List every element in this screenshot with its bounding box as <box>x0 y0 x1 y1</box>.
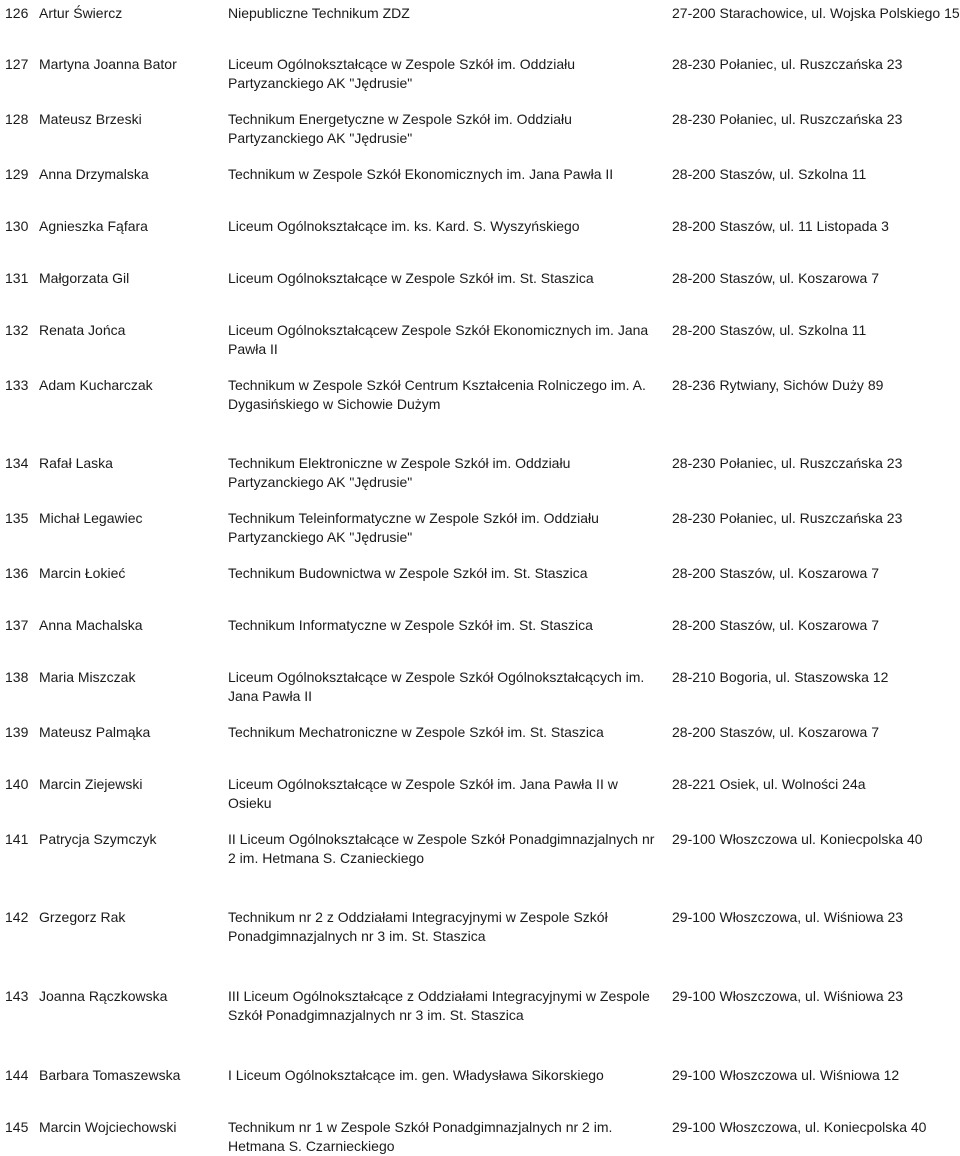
person-name: Artur Świercz <box>39 5 123 21</box>
row-number: 144 <box>5 1067 29 1083</box>
school-line: Technikum nr 1 w Zespole Szkół Ponadgimnazjalnych nr 2 im. <box>228 1119 613 1135</box>
school-line: Liceum Ogólnokształcące w Zespole Szkół im. Jana Pawła II w <box>228 776 618 792</box>
school-line: Technikum Energetyczne w Zespole Szkół im. Oddziału <box>228 111 572 127</box>
school-name <box>228 509 668 547</box>
school-name <box>228 454 668 492</box>
school-address: 29-100 Włoszczowa, ul. Koniecpolska 40 <box>672 1119 927 1135</box>
school-line: Technikum Informatyczne w Zespole Szkół im. St. Staszica <box>228 617 593 633</box>
school-line: Pawła II <box>228 341 278 357</box>
person-name: Małgorzata Gil <box>39 270 130 286</box>
school-name <box>228 564 668 583</box>
row-number: 132 <box>5 322 29 338</box>
row-number: 127 <box>5 56 29 72</box>
school-address: 29-100 Włoszczowa ul. Koniecpolska 40 <box>672 831 923 847</box>
school-line: III Liceum Ogólnokształcące z Oddziałami Integracyjnymi w Zespole <box>228 988 650 1004</box>
person-name: Marcin Ziejewski <box>39 776 143 792</box>
person-name: Maria Miszczak <box>39 669 136 685</box>
row-number: 143 <box>5 988 29 1004</box>
school-name <box>228 110 668 148</box>
person-name: Barbara Tomaszewska <box>39 1067 181 1083</box>
school-address: 28-200 Staszów, ul. Koszarowa 7 <box>672 724 880 740</box>
school-name <box>228 616 668 635</box>
school-address: 28-200 Staszów, ul. Szkolna 11 <box>672 322 867 338</box>
person-name: Mateusz Palmąka <box>39 724 151 740</box>
row-number: 133 <box>5 377 29 393</box>
school-name <box>228 4 668 23</box>
school-name <box>228 165 668 184</box>
school-name <box>228 908 668 946</box>
school-line: Osieku <box>228 795 272 811</box>
school-line: II Liceum Ogólnokształcące w Zespole Szkół Ponadgimnazjalnych nr <box>228 831 655 847</box>
person-name: Rafał Laska <box>39 455 113 471</box>
school-address: 28-200 Staszów, ul. 11 Listopada 3 <box>672 218 889 234</box>
school-name <box>228 775 668 813</box>
school-line: Technikum Budownictwa w Zespole Szkół im. St. Staszica <box>228 565 588 581</box>
school-line: Liceum Ogólnokształcącew Zespole Szkół Ekonomicznych im. Jana <box>228 322 649 338</box>
school-line: Technikum Elektroniczne w Zespole Szkół im. Oddziału <box>228 455 571 471</box>
school-line: Jana Pawła II <box>228 688 313 704</box>
school-address: 28-230 Połaniec, ul. Ruszczańska 23 <box>672 510 903 526</box>
row-number: 137 <box>5 617 29 633</box>
row-number: 142 <box>5 909 29 925</box>
school-address: 27-200 Starachowice, ul. Wojska Polskiego 15 <box>672 5 960 21</box>
person-name: Marcin Wojciechowski <box>39 1119 177 1135</box>
row-number: 128 <box>5 111 29 127</box>
school-line: Liceum Ogólnokształcące w Zespole Szkół Ogólnokształcących im. <box>228 669 645 685</box>
school-address: 28-200 Staszów, ul. Koszarowa 7 <box>672 270 880 286</box>
person-name: Mateusz Brzeski <box>39 111 142 127</box>
school-address: 28-230 Połaniec, ul. Ruszczańska 23 <box>672 56 903 72</box>
school-line: I Liceum Ogólnokształcące im. gen. Władysława Sikorskiego <box>228 1067 604 1083</box>
row-number: 131 <box>5 270 29 286</box>
school-line: Hetmana S. Czarnieckiego <box>228 1138 395 1154</box>
school-name <box>228 830 668 868</box>
row-number: 140 <box>5 776 29 792</box>
person-name: Anna Drzymalska <box>39 166 149 182</box>
school-address: 28-221 Osiek, ul. Wolności 24a <box>672 776 866 792</box>
school-name <box>228 723 668 742</box>
school-line: Liceum Ogólnokształcące im. ks. Kard. S. Wyszyńskiego <box>228 218 580 234</box>
school-name <box>228 217 668 236</box>
row-number: 126 <box>5 5 29 21</box>
school-address: 28-230 Połaniec, ul. Ruszczańska 23 <box>672 111 903 127</box>
school-line: Szkół Ponadgimnazjalnych nr 3 im. St. Staszica <box>228 1007 524 1023</box>
school-line: Technikum w Zespole Szkół Ekonomicznych im. Jana Pawła II <box>228 166 614 182</box>
school-address: 29-100 Włoszczowa ul. Wiśniowa 12 <box>672 1067 900 1083</box>
school-line: Dygasińskiego w Sichowie Dużym <box>228 396 441 412</box>
school-name <box>228 987 668 1025</box>
person-name: Anna Machalska <box>39 617 143 633</box>
school-address: 28-210 Bogoria, ul. Staszowska 12 <box>672 669 889 685</box>
school-address: 29-100 Włoszczowa, ul. Wiśniowa 23 <box>672 909 904 925</box>
school-name <box>228 321 668 359</box>
school-line: Technikum nr 2 z Oddziałami Integracyjnymi w Zespole Szkół <box>228 909 608 925</box>
row-number: 141 <box>5 831 29 847</box>
school-line: Partyzanckiego AK "Jędrusie" <box>228 529 413 545</box>
person-name: Michał Legawiec <box>39 510 143 526</box>
school-name <box>228 55 668 93</box>
row-number: 136 <box>5 565 29 581</box>
school-line: Liceum Ogólnokształcące w Zespole Szkół im. Oddziału <box>228 56 576 72</box>
school-line: Technikum w Zespole Szkół Centrum Kształcenia Rolniczego im. A. <box>228 377 646 393</box>
person-name: Agnieszka Fąfara <box>39 218 148 234</box>
row-number: 145 <box>5 1119 29 1135</box>
school-address: 28-200 Staszów, ul. Szkolna 11 <box>672 166 867 182</box>
school-line: Partyzanckiego AK "Jędrusie" <box>228 474 413 490</box>
school-name <box>228 376 668 414</box>
school-address: 29-100 Włoszczowa, ul. Wiśniowa 23 <box>672 988 904 1004</box>
school-line: Niepubliczne Technikum ZDZ <box>228 5 410 21</box>
row-number: 129 <box>5 166 29 182</box>
school-line: Technikum Mechatroniczne w Zespole Szkół im. St. Staszica <box>228 724 604 740</box>
school-line: Liceum Ogólnokształcące w Zespole Szkół im. St. Staszica <box>228 270 594 286</box>
school-address: 28-236 Rytwiany, Sichów Duży 89 <box>672 377 884 393</box>
person-name: Martyna Joanna Bator <box>39 56 177 72</box>
school-line: Partyzanckiego AK "Jędrusie" <box>228 130 413 146</box>
row-number: 135 <box>5 510 29 526</box>
person-name: Renata Jońca <box>39 322 126 338</box>
school-address: 28-200 Staszów, ul. Koszarowa 7 <box>672 565 880 581</box>
row-number: 130 <box>5 218 29 234</box>
person-name: Grzegorz Rak <box>39 909 126 925</box>
school-line: 2 im. Hetmana S. Czanieckiego <box>228 850 425 866</box>
person-name: Patrycja Szymczyk <box>39 831 157 847</box>
person-name: Joanna Rączkowska <box>39 988 168 1004</box>
school-line: Partyzanckiego AK "Jędrusie" <box>228 75 413 91</box>
school-name <box>228 1066 668 1085</box>
row-number: 134 <box>5 455 29 471</box>
school-line: Technikum Teleinformatyczne w Zespole Szkół im. Oddziału <box>228 510 599 526</box>
school-name <box>228 668 668 706</box>
person-name: Marcin Łokieć <box>39 565 126 581</box>
school-line: Ponadgimnazjalnych nr 3 im. St. Staszica <box>228 928 486 944</box>
school-name <box>228 269 668 288</box>
person-name: Adam Kucharczak <box>39 377 153 393</box>
row-number: 138 <box>5 669 29 685</box>
row-number: 139 <box>5 724 29 740</box>
school-name <box>228 1118 668 1156</box>
school-address: 28-230 Połaniec, ul. Ruszczańska 23 <box>672 455 903 471</box>
school-address: 28-200 Staszów, ul. Koszarowa 7 <box>672 617 880 633</box>
